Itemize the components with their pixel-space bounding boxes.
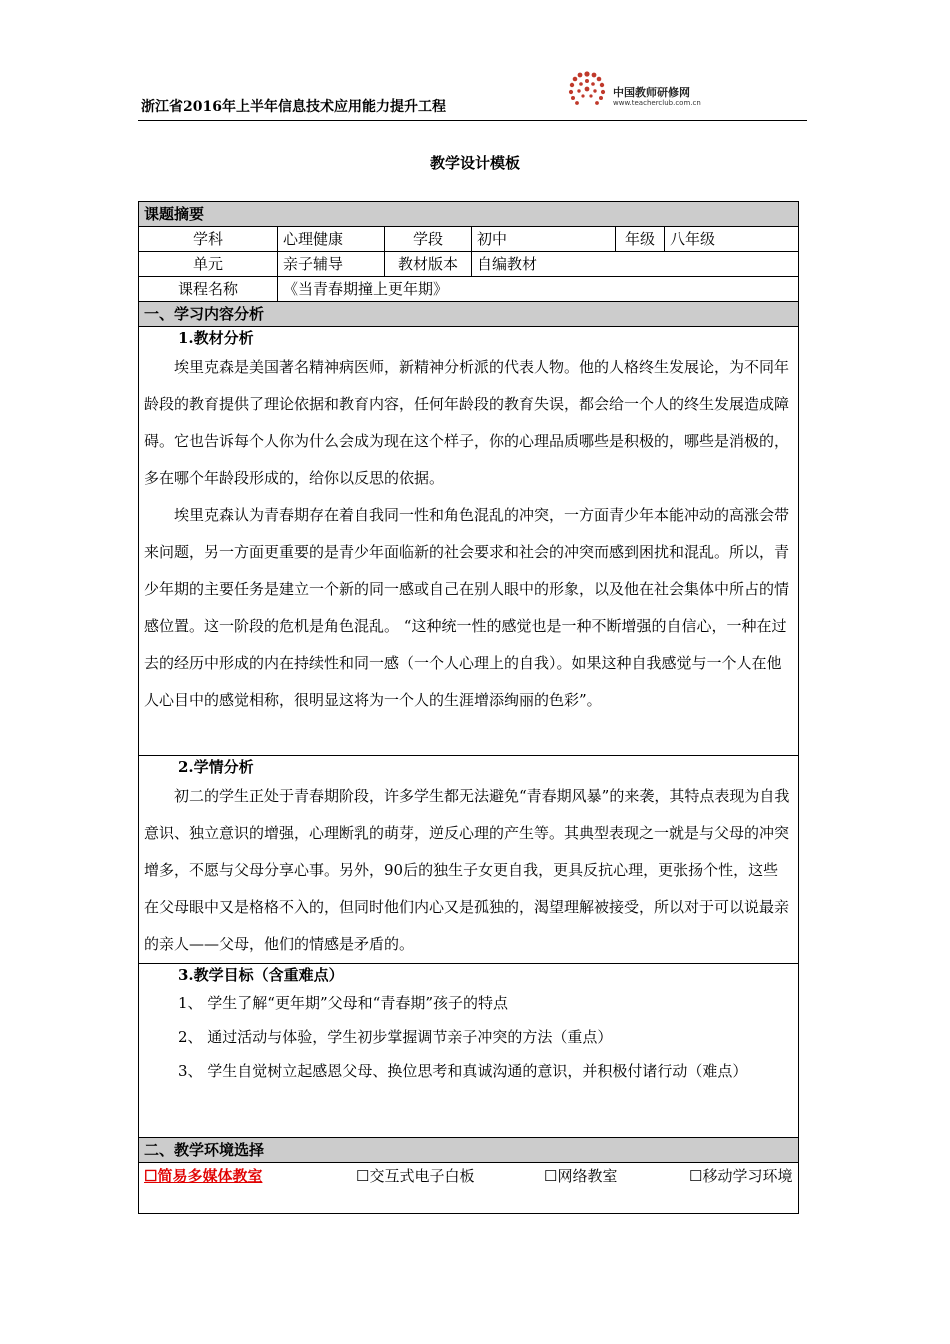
summary-row [139, 227, 799, 252]
material-paragraph: 埃里克森认为青春期存在着自我同一性和角色混乱的冲突，一方面青少年本能冲动的高涨会带来问题，另一方面更重要的是青少年面临新的社会要求和社会的冲突而感到困扰和混乱。所以，青少年期的主要任务是建立一个新的同一感或自己在别人眼中的形象，以及他在社会集体中所占的情感位置。这一阶段的危机是角色混乱。 “这种统一性的感觉也是一种不断增强的自信心，一种在过去的经历中形成的内在持续性和同一感（一个人心理上的自我）。如果这种自我感觉与一个人在他人心目中的感觉相称，很明显这将为一个人的生涯增添绚丽的色彩”。 [144, 506, 790, 709]
environment-options-cell [139, 1163, 799, 1214]
student-analysis-cell [139, 756, 799, 964]
env-option-mobile-learning[interactable]: ☐移动学习环境 [689, 1167, 793, 1185]
header-title: 浙江省2016年上半年信息技术应用能力提升工程 [141, 99, 446, 115]
document-title: 教学设计模板 [429, 154, 520, 172]
unit-label: 单元 [139, 252, 278, 277]
summary-row [139, 252, 799, 277]
lesson-design-table [138, 201, 799, 1214]
course-name-value: 《当青春期撞上更年期》 [278, 277, 799, 302]
summary-row [139, 277, 799, 302]
subject-value: 心理健康 [278, 227, 385, 252]
teaching-goals-title: 3.教学目标（含重难点） [178, 966, 344, 984]
env-option-interactive-whiteboard[interactable]: ☐交互式电子白板 [356, 1167, 475, 1185]
edition-value: 自编教材 [472, 252, 799, 277]
material-paragraph: 埃里克森是美国著名精神病医师，新精神分析派的代表人物。他的人格终生发展论，为不同年龄段的教育提供了理论依据和教育内容，任何年龄段的教育失误，都会给一个人的终生发展造成障碍。它也告诉每个人你为什么会成为现在这个样子，你的心理品质哪些是积极的，哪些是消极的，多在哪个年龄段形成的，给你以反思的依据。 [144, 358, 790, 487]
stage-value: 初中 [472, 227, 616, 252]
grade-label: 年级 [616, 227, 665, 252]
subject-label: 学科 [139, 227, 278, 252]
section1-heading: 一、学习内容分析 [139, 302, 799, 327]
env-option-network-classroom[interactable]: ☐网络教室 [544, 1167, 618, 1185]
student-analysis-title: 2.学情分析 [178, 758, 254, 776]
env-option-simple-multimedia[interactable]: ☐简易多媒体教室 [144, 1167, 263, 1185]
material-analysis-title: 1.教材分析 [178, 329, 254, 347]
edition-label: 教材版本 [385, 252, 472, 277]
teaching-goals-cell [139, 964, 799, 1138]
logo-name: 中国教师研修网 [613, 86, 690, 99]
grade-value: 八年级 [665, 227, 799, 252]
logo-url: www.teacherclub.com.cn [613, 99, 701, 107]
goal-item: 3、 学生自觉树立起感恩父母、换位思考和真诚沟通的意识，并积极付诸行动（难点） [178, 1062, 748, 1080]
course-name-label: 课程名称 [139, 277, 278, 302]
unit-value: 亲子辅导 [278, 252, 385, 277]
summary-heading: 课题摘要 [139, 202, 799, 227]
logo [563, 66, 733, 112]
goal-item: 2、 通过活动与体验，学生初步掌握调节亲子冲突的方法（重点） [178, 1028, 613, 1046]
section2-heading: 二、教学环境选择 [139, 1138, 799, 1163]
page-header [138, 62, 807, 121]
goal-item: 1、 学生了解“更年期”父母和“青春期”孩子的特点 [178, 994, 508, 1012]
logo-mark-icon [563, 66, 611, 112]
stage-label: 学段 [385, 227, 472, 252]
student-paragraph: 初二的学生正处于青春期阶段，许多学生都无法避免“青春期风暴”的来袭，其特点表现为自我意识、独立意识的增强，心理断乳的萌芽，逆反心理的产生等。其典型表现之一就是与父母的冲突增多，不愿与父母分享心事。另外，90后的独生子女更自我，更具反抗心理，更张扬个性，这些在父母眼中又是格格不入的，但同时他们内心又是孤独的，渴望理解被接受，所以对于可以说最亲的亲人——父母，他们的情感是矛盾的。 [144, 787, 790, 953]
material-analysis-cell [139, 327, 799, 756]
